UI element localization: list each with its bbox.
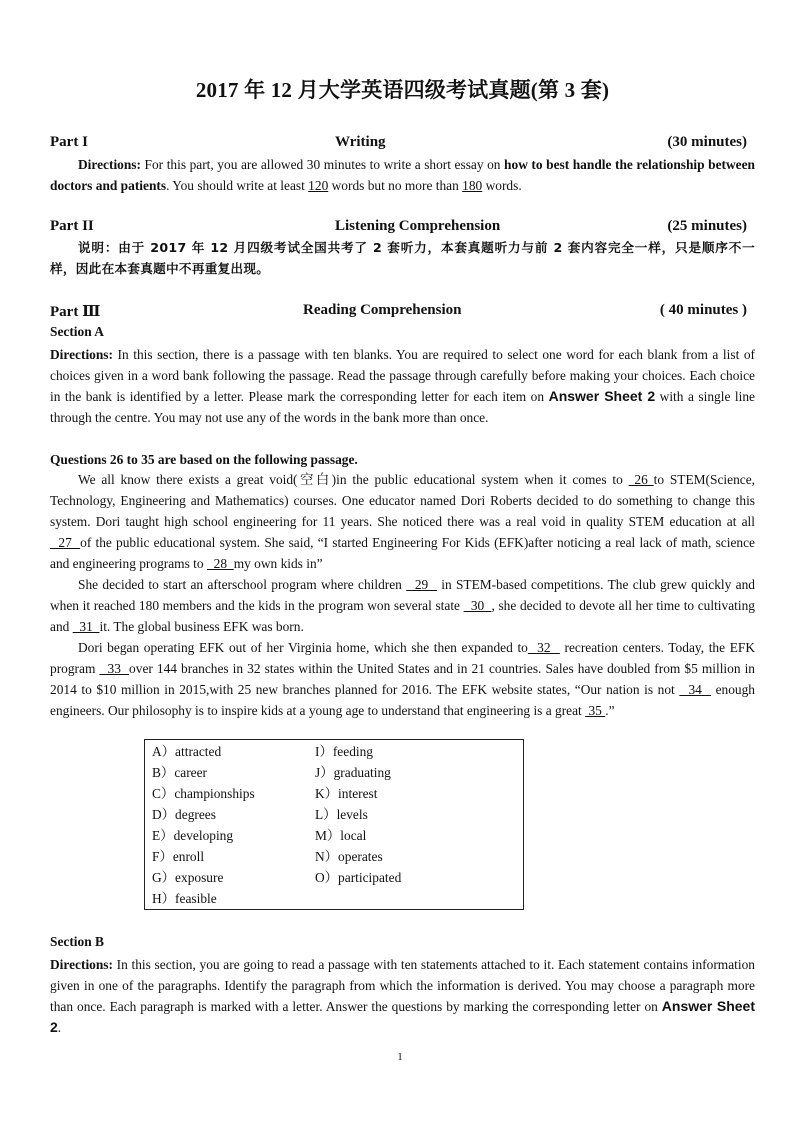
word-bank-item: M）local xyxy=(315,828,367,843)
part3-header xyxy=(50,302,755,322)
questions-heading: Questions 26 to 35 are based on the following passage. xyxy=(50,452,358,467)
part1-label: Part I xyxy=(50,134,88,150)
document-title: 2017 年 12 月大学英语四级考试真题(第 3 套) xyxy=(195,78,610,102)
passage-paragraph-3 xyxy=(50,637,755,721)
part1-directions-text: For this part, you are allowed 30 minutes to write a short essay on xyxy=(140,157,505,172)
blank-29: 29 xyxy=(406,577,437,592)
blank-33: 33 xyxy=(99,661,130,676)
blank-30: 30 xyxy=(463,598,492,613)
word-bank-item: L）levels xyxy=(315,807,368,822)
part2-header xyxy=(50,218,755,238)
answer-sheet-ref: Answer Sheet 2 xyxy=(548,388,656,404)
essay-topic: how to best handle the relationship between doctors and patients xyxy=(50,157,755,193)
part2-name: Listening Comprehension xyxy=(335,218,501,234)
part1-directions-text: words but no more than xyxy=(328,178,463,193)
section-b-directions-label: Directions: xyxy=(50,957,113,972)
section-a-label: Section A xyxy=(50,324,104,339)
blank-31: 31 xyxy=(72,619,100,634)
word-bank-right-column xyxy=(315,741,401,888)
blank-28: 28 xyxy=(206,556,234,571)
passage-text: , she decided to devote all her time to cultivating and xyxy=(50,598,756,634)
page-number: 1 xyxy=(397,1051,403,1063)
passage-text: Dori began operating EFK out of her Virginia home, which she then expanded to xyxy=(78,640,528,655)
part1-time: (30 minutes) xyxy=(667,134,747,150)
part1-directions xyxy=(50,154,755,196)
passage-text: enough engineers. Our philosophy is to inspire kids at a young age to understand that engineering is a great xyxy=(50,682,755,718)
section-a-directions-end: with a single line through the centre. You may not use any of the words in the bank more than once. xyxy=(50,389,755,425)
word-bank-item: I）feeding xyxy=(315,744,374,759)
passage-text: She decided to start an afterschool program where children xyxy=(78,577,407,592)
passage-text: of the public educational system. She said, “I started Engineering For Kids (EFK)after noticing a real lack of math, science and engineering programs to xyxy=(50,535,755,571)
passage-text: We all know there exists a great void(空白)in the public educational system when it comes to xyxy=(78,472,629,487)
blank-32: 32 xyxy=(527,640,560,655)
passage-text: it. The global business EFK was born. xyxy=(99,619,304,634)
min-words: 120 xyxy=(308,178,329,193)
part1-directions-text: words. xyxy=(482,178,522,193)
part3-time: ( 40 minutes ) xyxy=(659,302,747,318)
part2-time: (25 minutes) xyxy=(667,218,747,234)
passage-text: .” xyxy=(605,703,615,718)
passage-paragraph-1 xyxy=(50,469,755,574)
section-a-directions xyxy=(50,344,755,428)
blank-26: 26 xyxy=(628,472,654,487)
section-b-directions-end: . xyxy=(57,1020,62,1035)
part1-name: Writing xyxy=(335,134,386,150)
passage-paragraph-2 xyxy=(50,574,755,637)
section-a-directions-text: In this section, there is a passage with ten blanks. You are required to select one word for each blank from a list of choices given in a word bank following the passage. Read the passage through carefully before making your choices. Each choice in the bank is identified by a letter. Please mark the corresponding letter for each item on xyxy=(50,347,755,404)
section-b-directions xyxy=(50,954,755,1038)
passage-text: over 144 branches in 32 states within the United States and in 21 countries. Sales have doubled from $5 million in 2014 to $10 million in 2015,with 25 new branches planned for 2016. The EFK website states, “Our nation is not xyxy=(50,661,755,697)
part1-directions-label: Directions: xyxy=(78,157,141,172)
section-b-label: Section B xyxy=(50,934,104,949)
part2-note: 说明：由于 2017 年 12 月四级考试全国共考了 2 套听力，本套真题听力与前 2 套内容完全一样，只是顺序不一样，因此在本套真题中不再重复出现。 xyxy=(50,240,755,276)
blank-34: 34 xyxy=(679,682,711,697)
word-bank xyxy=(144,739,524,910)
max-words: 180 xyxy=(462,178,483,193)
section-a-directions-label: Directions: xyxy=(50,347,113,362)
word-bank-item: C）championships xyxy=(152,786,255,801)
part1-directions-text: . You should write at least xyxy=(166,178,309,193)
passage-text: to STEM(Science, Technology, Engineering and Mathematics) courses. One educator named Dori Roberts decided to do something to change this system. Dori taught high school engineering for 11 years. She noticed there was a real void in quality STEM education at all xyxy=(50,472,756,529)
blank-35: 35 xyxy=(585,703,606,718)
word-bank-item: G）exposure xyxy=(152,870,224,885)
part2-label: Part II xyxy=(50,218,94,234)
word-bank-item: F）enroll xyxy=(152,849,205,864)
blank-27: 27 xyxy=(50,535,81,550)
word-bank-item: H）feasible xyxy=(152,891,217,906)
passage-text: in STEM-based competitions. The club grew quickly and when it reached 180 members and the kids in the program won several state xyxy=(50,577,756,613)
part3-label: Part Ⅲ xyxy=(50,304,101,320)
word-bank-item: O）participated xyxy=(315,870,402,885)
word-bank-item: N）operates xyxy=(315,849,383,864)
word-bank-item: J）graduating xyxy=(315,765,391,780)
answer-sheet-ref: Answer Sheet 2 xyxy=(50,998,755,1035)
part1-header xyxy=(50,134,755,154)
section-b-directions-text: In this section, you are going to read a passage with ten statements attached to it. Each statement contains information given in one of the paragraphs. Identify the paragraph from which the information is derived. You may choose a paragraph more than once. Each paragraph is marked with a letter. Answer the questions by marking the corresponding letter on xyxy=(50,957,755,1014)
part3-name: Reading Comprehension xyxy=(303,302,462,318)
word-bank-left-column xyxy=(152,741,255,909)
word-bank-item: D）degrees xyxy=(152,807,216,822)
word-bank-item: K）interest xyxy=(315,786,378,801)
word-bank-item: E）developing xyxy=(152,828,234,843)
passage-text: recreation centers. Today, the EFK program xyxy=(50,640,756,676)
passage-text: my own kids in” xyxy=(233,556,323,571)
word-bank-item: B）career xyxy=(152,765,208,780)
word-bank-item: A）attracted xyxy=(152,744,222,759)
